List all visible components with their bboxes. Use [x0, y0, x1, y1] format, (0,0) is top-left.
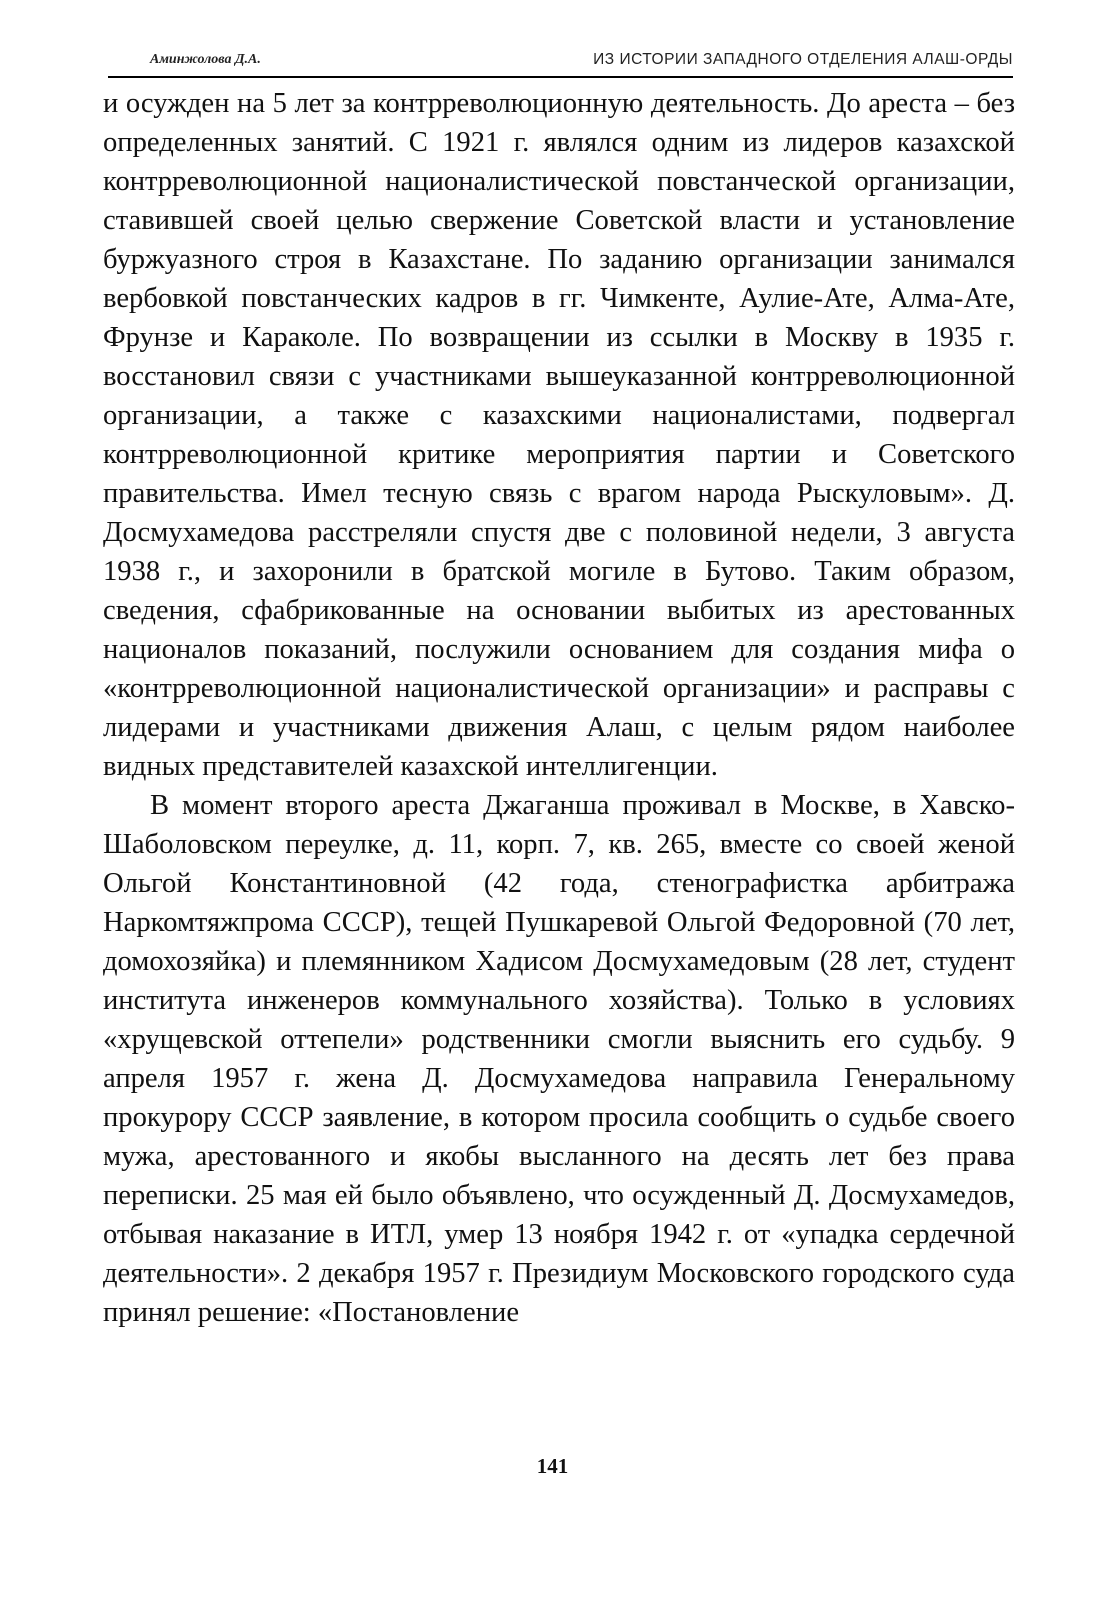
header-author: Аминжолова Д.А. [150, 52, 261, 67]
running-header [108, 48, 1013, 74]
main-text [103, 84, 1015, 1332]
header-rule [108, 76, 1013, 78]
page-number: 141 [536, 1454, 569, 1478]
paragraph-second-arrest: В момент второго ареста Джаганша проживал в Москве, в Хавско-Шаболовском переулке, д. 11, корп. 7, кв. 265, вместе со своей женой Ольгой Константиновной (42 года, стенографистка арбитража Наркомтяжпрома СССР), тещей Пушкаревой Ольгой Федоровной (70 лет, домохозяйка) и племянником Хадисом Досмухамедовым (28 лет, студент института инженеров коммунального хозяйства). Только в условиях «хрущевской оттепели» родственники смогли выяснить его судьбу. 9 апреля 1957 г. жена Д. Досмухамедова направила Генеральному прокурору СССР заявление, в котором просила сообщить о судьбе своего мужа, арестованного и якобы высланного на десять лет без права переписки. 25 мая ей было объявлено, что осужденный Д. Досмухамедов, отбывая наказание в ИТЛ, умер 13 ноября 1942 г. от «упадка сердечной деятельности». 2 декабря 1957 г. Президиум Московского городского суда принял решение: «Постановление [103, 790, 1015, 1328]
paragraph-continued: и осужден на 5 лет за контрреволюционную деятельность. До ареста – без определенных занятий. С 1921 г. являлся одним из лидеров казахской контрреволюционной националистической повстанческой организации, ставившей своей целью свержение Советской власти и установление буржуазного строя в Казахстане. По заданию организации занимался вербовкой повстанческих кадров в гг. Чимкенте, Аулие-Ате, Алма-Ате, Фрунзе и Караколе. По возвращении из ссылки в Москву в 1935 г. восстановил связи с участниками вышеуказанной контрреволюционной организации, а также с казахскими националистами, подвергал контрреволюционной критике мероприятия партии и Советского правительства. Имел тесную связь с врагом народа Рыскуловым». Д. Досмухамедова расстреляли спустя две с половиной недели, 3 августа 1938 г., и захоронили в братской могиле в Бутово. Таким образом, сведения, сфабрикованные на основании выбитых из арестованных националов показаний, послужили основанием для создания мифа о «контрреволюционной националистической организации» и расправы с лидерами и участниками движения Алаш, с целым рядом наиболее видных представителей казахской интеллигенции. [103, 88, 1015, 782]
header-running-title: ИЗ ИСТОРИИ ЗАПАДНОГО ОТДЕЛЕНИЯ АЛАШ-ОРДЫ [593, 51, 1013, 68]
